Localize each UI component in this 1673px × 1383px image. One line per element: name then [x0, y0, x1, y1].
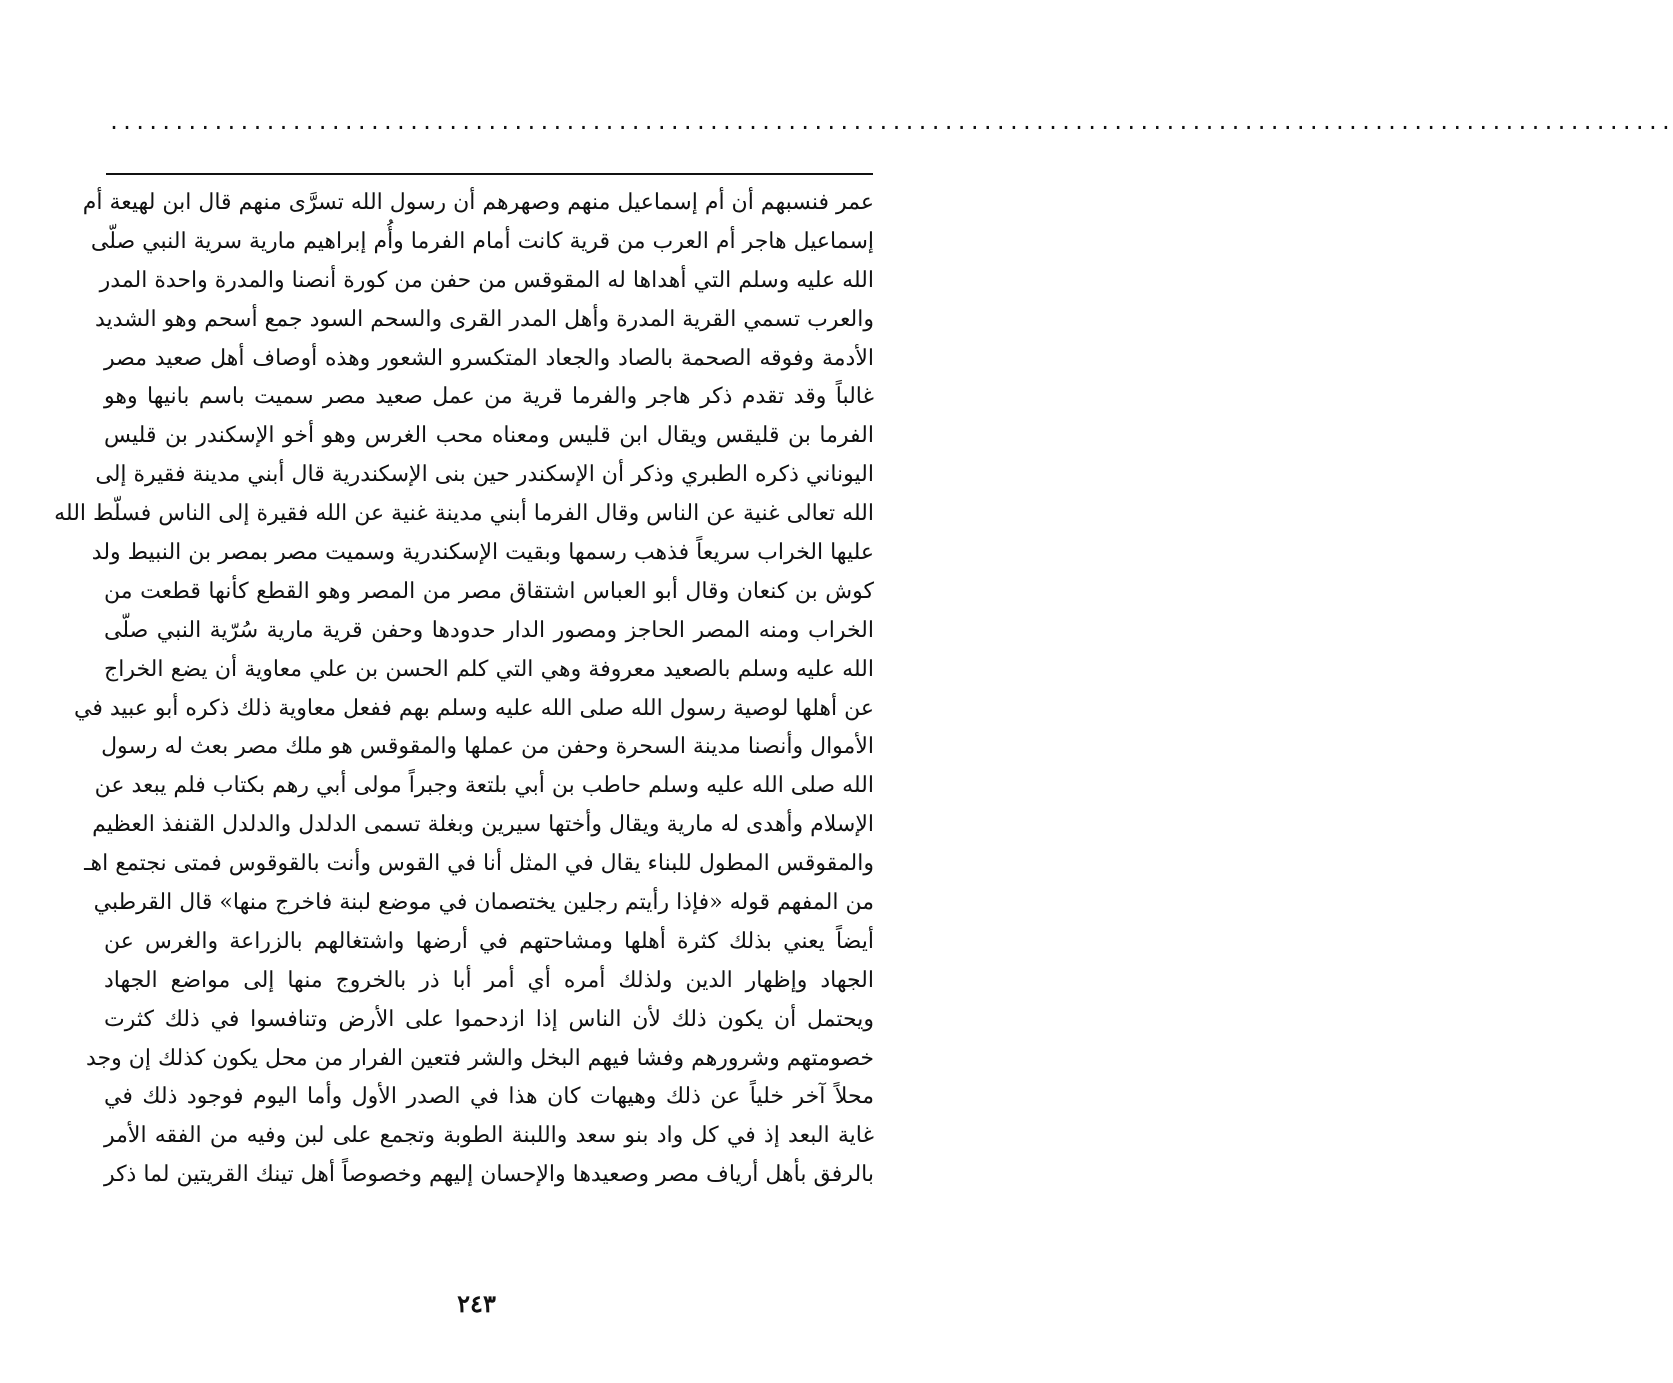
dotted-separator: ........................................................................................................................: [108, 110, 1673, 134]
text-line: عن أهلها لوصية رسول الله صلى الله عليه وسلم بهم ففعل معاوية ذلك ذكره أبو عبيد في: [74, 695, 874, 721]
footnote-rule: [106, 173, 873, 175]
text-line: اليوناني ذكره الطبري وذكر أن الإسكندر حين بنى الإسكندرية قال أبني مدينة فقيرة إلى: [95, 462, 874, 488]
text-line: الله تعالى غنية عن الناس وقال الفرما أبني مدينة غنية عن الله فقيرة إلى الناس فسلّط الله: [54, 501, 874, 527]
text-line: والعرب تسمي القرية المدرة وأهل المدر القرى والسحم السود جمع أسحم وهو الشديد: [94, 306, 874, 332]
text-line: الفرما بن قليقس ويقال ابن قليس ومعناه محب الغرس وهو أخو الإسكندر بن قليس: [104, 423, 874, 449]
text-line: الله صلى الله عليه وسلم حاطب بن أبي بلتعة وجبراً مولى أبي رهم بكتاب فلم يبعد عن: [94, 773, 874, 799]
text-line: كوش بن كنعان وقال أبو العباس اشتقاق مصر من المصر وهو القطع كأنها قطعت من: [104, 578, 874, 604]
text-line: بالرفق بأهل أرياف مصر وصعيدها والإحسان إليهم وخصوصاً أهل تينك القريتين لما ذكر: [103, 1162, 874, 1188]
text-line: الخراب ومنه المصر الحاجز ومصور الدار حدودها وحفن قرية مارية سُرّية النبي صلّى: [104, 617, 874, 643]
text-line: أيضاً يعني بذلك كثرة أهلها ومشاحتهم في أرضها واشتغالهم بالزراعة والغرس عن: [104, 928, 874, 954]
text-line: الله عليه وسلم التي أهداها له المقوقس من حفن من كورة أنصنا والمدرة واحدة المدر: [99, 267, 874, 293]
text-line: الأدمة وفوقه الصحمة بالصاد والجعاد المتكسرو الشعور وهذه أوصاف أهل صعيد مصر: [104, 345, 874, 371]
text-line: الإسلام وأهدى له مارية ويقال وأختها سيرين وبغلة تسمى الدلدل والدلدل القنفذ العظيم: [92, 812, 874, 838]
text-line: الأموال وأنصنا مدينة السحرة وحفن من عملها والمقوقس هو ملك مصر بعث له رسول: [101, 734, 874, 760]
text-line: من المفهم قوله «فإذا رأيتم رجلين يختصمان في موضع لبنة فاخرج منها» قال القرطبي: [93, 890, 874, 916]
text-line: محلاً آخر خلياً عن ذلك وهيهات كان هذا في الصدر الأول وأما اليوم فوجود ذلك في: [104, 1084, 874, 1110]
page-number: ٢٤٣: [457, 1289, 496, 1318]
text-line: غالباً وقد تقدم ذكر هاجر والفرما قرية من عمل صعيد مصر سميت باسم بانيها وهو: [104, 384, 874, 410]
text-line: الله عليه وسلم بالصعيد معروفة وهي التي كلم الحسن بن علي معاوية أن يضع الخراج: [104, 656, 874, 682]
text-line: الجهاد وإظهار الدين ولذلك أمره أي أمر أبا ذر بالخروج منها إلى مواضع الجهاد: [104, 967, 874, 993]
text-line: خصومتهم وشرورهم وفشا فيهم البخل والشر فتعين الفرار من محل يكون كذلك إن وجد: [85, 1045, 874, 1071]
body-text: [54, 184, 874, 1195]
text-line: ويحتمل أن يكون ذلك لأن الناس إذا ازدحموا على الأرض وتنافسوا في ذلك كثرت: [104, 1006, 874, 1032]
text-line: والمقوقس المطول للبناء يقال في المثل أنا في القوس وأنت بالقوقوس فمتى نجتمع اهـ: [84, 851, 874, 877]
text-line: إسماعيل هاجر أم العرب من قرية كانت أمام الفرما وأُم إبراهيم مارية سرية النبي صلّى: [90, 228, 874, 254]
text-line: عليها الخراب سريعاً فذهب رسمها وبقيت الإسكندرية وسميت مصر بمصر بن النبيط ولد: [91, 540, 874, 566]
text-line: عمر فنسبهم أن أم إسماعيل منهم وصهرهم أن رسول الله تسرَّى منهم قال ابن لهيعة أم: [82, 190, 874, 215]
text-line: غاية البعد إذ في كل واد بنو سعد واللبنة الطوبة وتجمع على لبن وفيه من الفقه الأمر: [104, 1123, 874, 1149]
